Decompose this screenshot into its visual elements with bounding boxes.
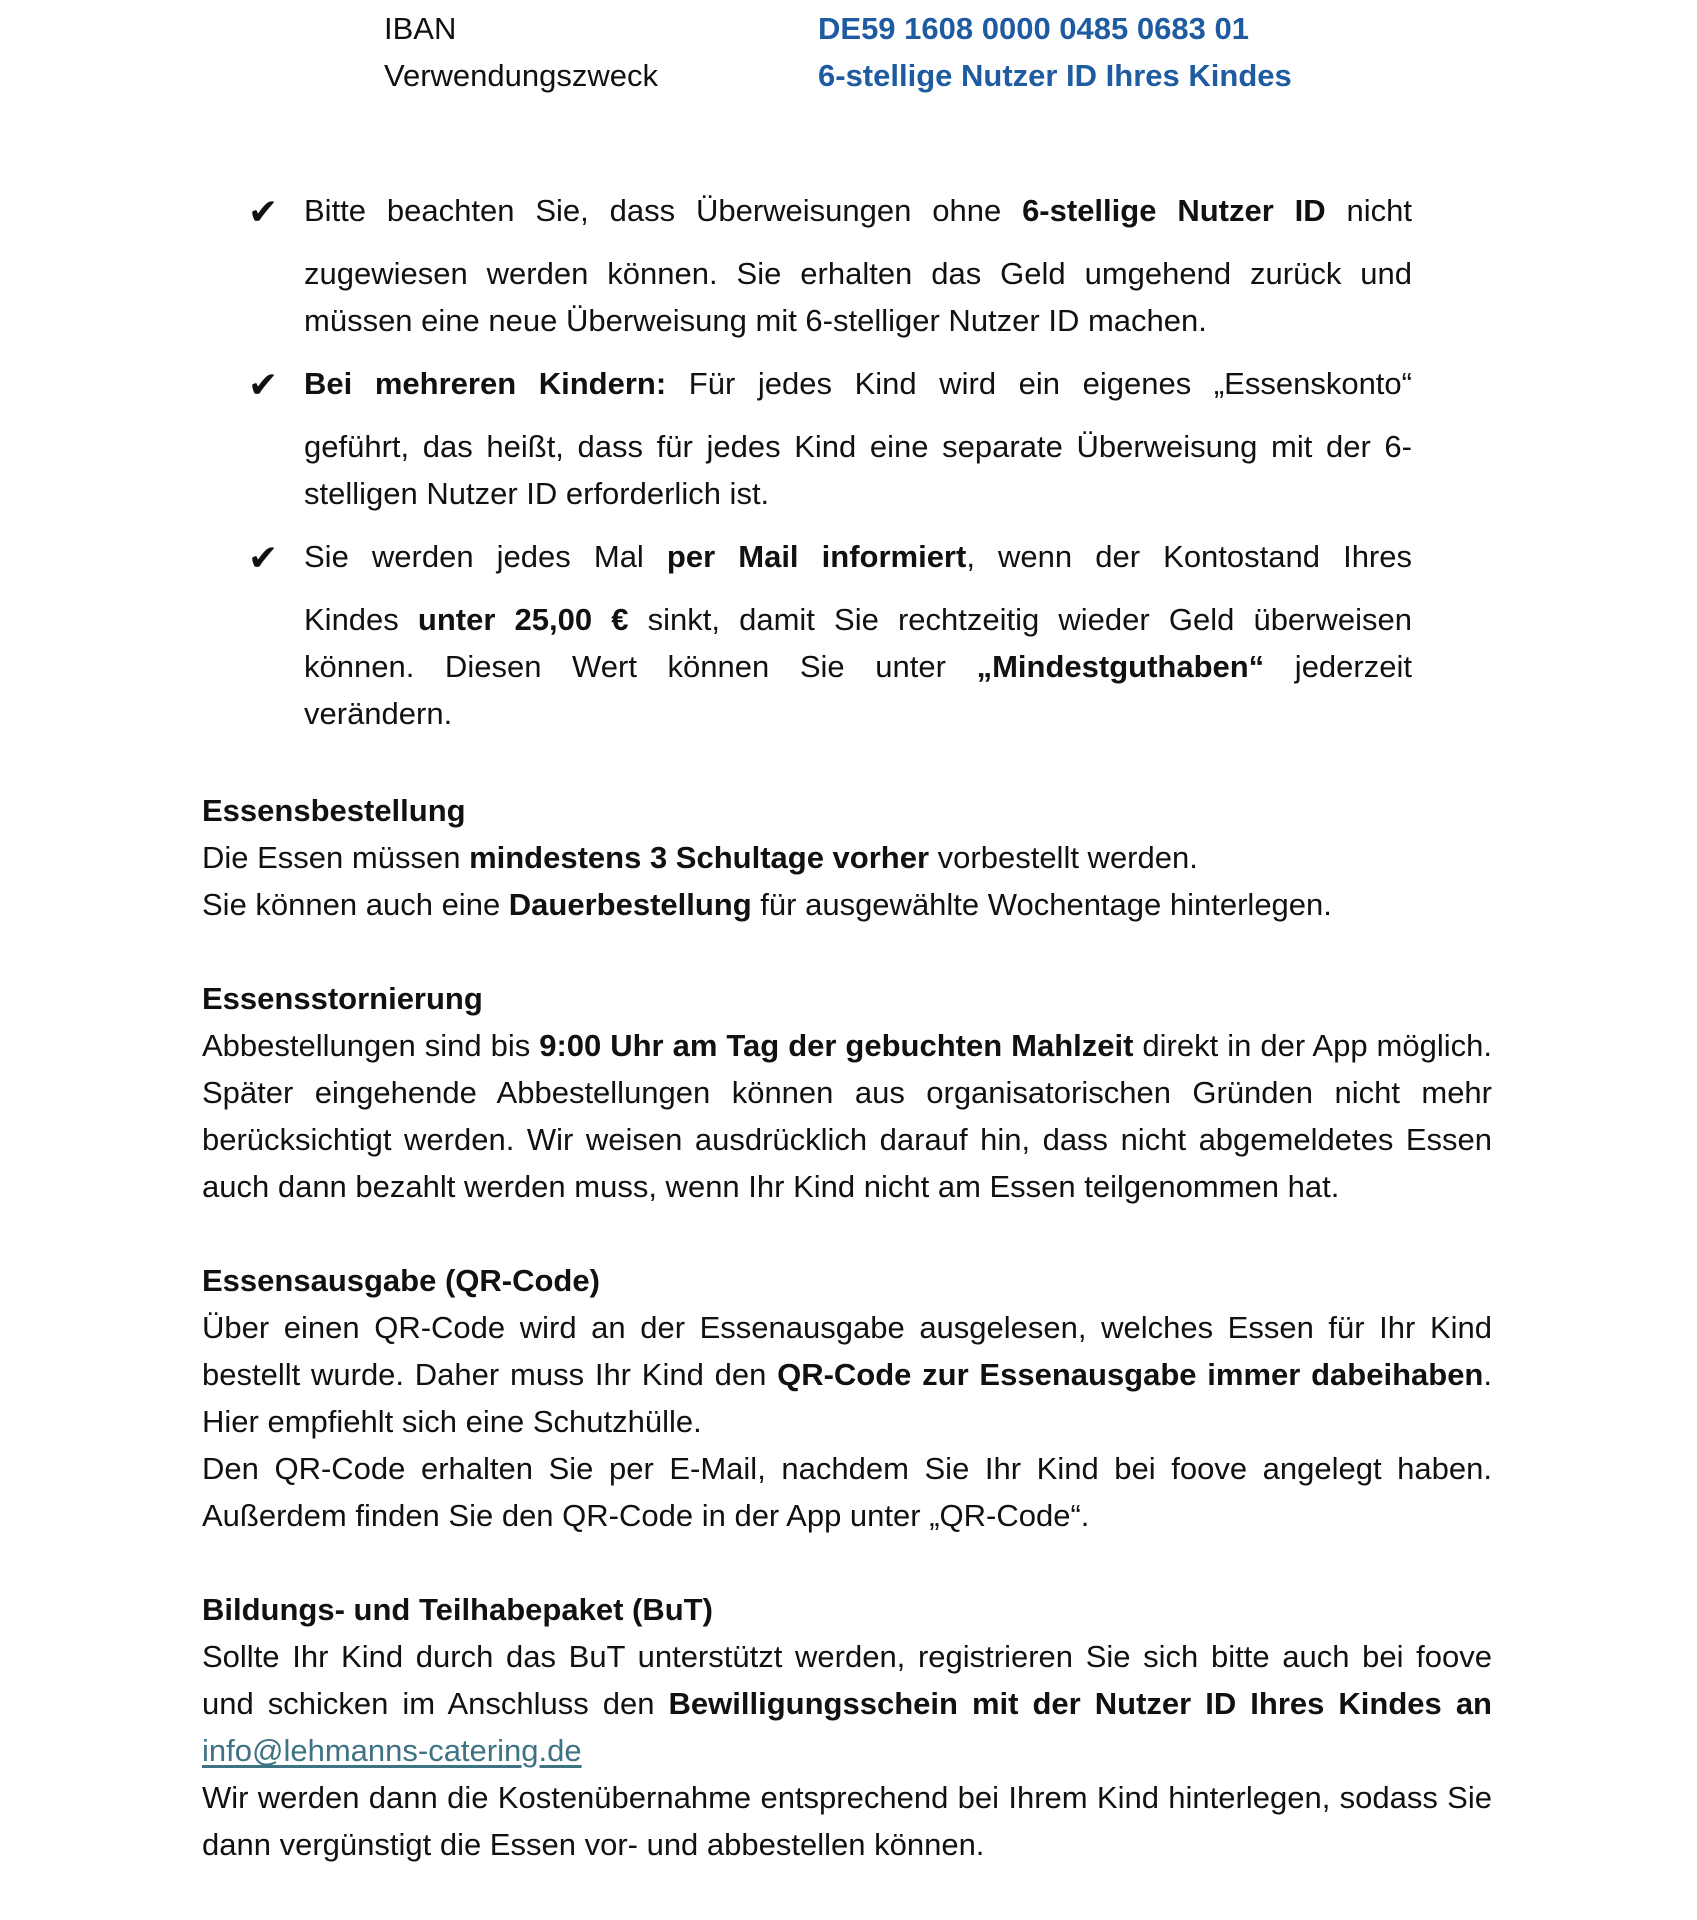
checklist-item-text [304, 187, 1412, 344]
bold-run: per Mail informiert [666, 539, 967, 574]
text-run: für ausgewählte Wochentage hinterlegen. [751, 887, 1332, 922]
text-run: Sie werden jedes Mal [304, 539, 667, 574]
iban-row [384, 5, 1384, 52]
checklist-item-rest: geführt, das heißt, dass für jedes Kind eine separate Überweisung mit der 6-stelligen Nutzer ID erforderlich ist. [304, 429, 1412, 511]
bold-run: QR-Code zur Essenausgabe immer dabeihaben [777, 1357, 1484, 1392]
text-run: direkt in der App möglich. Später eingehende Abbestellungen können aus organisatorischen Gründen nicht mehr berücksichtigt werden. Wir weisen ausdrücklich darauf hin, dass nicht abgemeldetes Essen auch dann bezahlt werden muss, wenn Ihr Kind nicht am Essen teilgenommen hat. [202, 1028, 1492, 1204]
section-title: Bildungs- und Teilhabepaket (BuT) [202, 1592, 713, 1627]
bold-run: unter 25,00 € [417, 602, 629, 637]
text-run: Bewilligungsschein mit der Nutzer ID Ihres Kindes an [668, 1686, 1492, 1721]
checklist-item-text [304, 533, 1412, 737]
section-but [202, 1586, 1492, 1868]
checklist-item-text [304, 360, 1412, 517]
text-run: jederzeit verändern. [304, 649, 1412, 731]
bold-run: mindestens 3 Schultage vorher [469, 840, 930, 875]
text-run: Sie können auch eine [202, 887, 509, 922]
text-run: , wenn der Kontostand Ihres [966, 539, 1412, 574]
text-run: Kindes [304, 602, 418, 637]
section-paragraph: Wir werden dann die Kostenübernahme entsprechend bei Ihrem Kind hinterlegen, sodass Sie dann vergünstigt die Essen vor- und abbestellen können. [202, 1780, 1492, 1862]
checklist-item-first-line [304, 533, 1412, 580]
text-run: Bitte beachten Sie, dass Überweisungen ohne [304, 193, 1023, 228]
bold-run: Dauerbestellung [508, 887, 752, 922]
checkmark-icon: ✔ [248, 192, 279, 233]
checkmark-icon: ✔ [248, 365, 279, 406]
text-run: Über einen QR-Code wird an der Essenausgabe ausgelesen, welches Essen für Ihr Kind bestellt wurde. Daher muss Ihr Kind den [202, 1310, 1492, 1392]
text-run: . Hier empfiehlt sich eine Schutzhülle. [202, 1357, 1492, 1439]
section-paragraph [202, 1022, 1492, 1210]
checklist-item-rest: zugewiesen werden können. Sie erhalten das Geld umgehend zurück und müssen eine neue Überweisung mit 6-stelliger Nutzer ID machen. [304, 256, 1412, 338]
purpose-value: 6-stellige Nutzer ID Ihres Kindes [818, 58, 1292, 93]
bold-run: 6-stellige Nutzer ID [1022, 193, 1326, 228]
checklist-item-rest [304, 602, 1412, 731]
checklist-item-mail-notification [248, 533, 1412, 737]
text-run: vorbestellt werden. [929, 840, 1198, 875]
bank-details [384, 5, 1384, 99]
section-paragraph: Den QR-Code erhalten Sie per E-Mail, nachdem Sie Ihr Kind bei foove angelegt haben. Außerdem finden Sie den QR-Code in der App unter „QR-Code“. [202, 1451, 1492, 1533]
notes-checklist [248, 187, 1412, 753]
checklist-item-first-line [304, 187, 1412, 234]
text-run: sinkt, damit Sie rechtzeitig wieder Geld überweisen können. Diesen Wert können Sie unter [304, 602, 1412, 684]
section-essensausgabe [202, 1257, 1492, 1539]
checkmark-icon: ✔ [248, 538, 279, 579]
text-run: Sollte Ihr Kind durch das BuT unterstützt werden, registrieren Sie sich bitte auch bei foove und schicken im Anschluss den [202, 1639, 1492, 1721]
bold-run: Bei mehreren Kindern: [304, 366, 667, 401]
iban-value: DE59 1608 0000 0485 0683 01 [818, 11, 1249, 46]
section-paragraph [202, 881, 1492, 928]
section-paragraph [202, 834, 1492, 881]
text-run: Für jedes Kind wird ein eigenes „Essenskonto“ [666, 366, 1412, 401]
iban-label: IBAN [384, 11, 457, 46]
text-run: nicht [1325, 193, 1412, 228]
section-paragraph [202, 1633, 1492, 1774]
info-sections [202, 787, 1492, 1915]
purpose-row [384, 52, 1384, 99]
text-run: Abbestellungen sind bis [202, 1028, 540, 1063]
bold-run: „Mindestguthaben“ [976, 649, 1265, 684]
section-essensbestellung [202, 787, 1492, 928]
bold-run: 9:00 Uhr am Tag der gebuchten Mahlzeit [539, 1028, 1134, 1063]
section-title: Essensstornierung [202, 981, 483, 1016]
section-title: Essensbestellung [202, 793, 466, 828]
checklist-item-multiple-children [248, 360, 1412, 517]
checklist-item-no-id [248, 187, 1412, 344]
section-title: Essensausgabe (QR-Code) [202, 1263, 600, 1298]
email-link[interactable]: info@lehmanns-catering.de [202, 1733, 582, 1768]
checklist-item-first-line [304, 360, 1412, 407]
text-run: Die Essen müssen [202, 840, 470, 875]
section-paragraph [202, 1304, 1492, 1445]
purpose-label: Verwendungszweck [384, 58, 658, 93]
section-essensstornierung [202, 975, 1492, 1210]
